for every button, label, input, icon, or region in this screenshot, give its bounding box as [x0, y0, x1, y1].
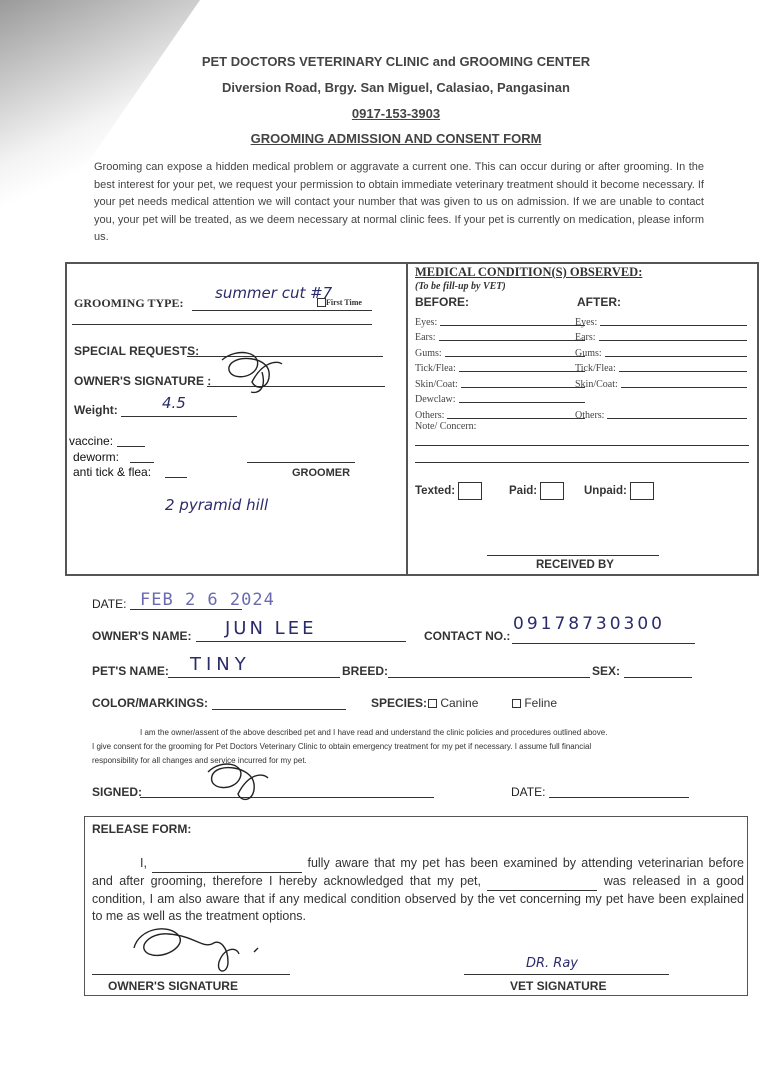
before-label: Ears:: [415, 332, 436, 343]
after-row[interactable]: [575, 328, 747, 344]
before-line[interactable]: [447, 418, 585, 419]
canine-label: Canine: [440, 696, 479, 710]
before-label: Tick/Flea:: [415, 363, 456, 374]
before-row[interactable]: [415, 390, 585, 406]
before-fields: [415, 312, 585, 421]
grooming-type-label: GROOMING TYPE:: [74, 296, 184, 310]
vaccine-line[interactable]: [117, 446, 145, 447]
owner-signature-scribble: [207, 342, 307, 398]
first-time-label: First Time: [326, 298, 362, 307]
color-label: COLOR/MARKINGS:: [92, 696, 208, 710]
before-line[interactable]: [459, 371, 585, 372]
paid-label: Paid:: [509, 485, 538, 498]
before-label: Eyes:: [415, 316, 438, 328]
owner-name-label: OWNER'S NAME:: [92, 629, 192, 643]
anti-tick-line[interactable]: [165, 477, 187, 478]
consent-text: [92, 726, 704, 768]
deworm-label: deworm:: [73, 450, 120, 464]
after-line[interactable]: [621, 387, 747, 388]
after-line[interactable]: [599, 340, 747, 341]
clinic-name: PET DOCTORS VETERINARY CLINIC and GROOMING CENTER: [201, 54, 591, 69]
release-part-2: fully aware that my pet has been examined by attending veterinarian before and after grooming, therefore I hereby acknowledged that my pet,: [92, 856, 744, 888]
pet-name-line[interactable]: [168, 677, 340, 678]
after-label: Tick/Flea:: [575, 363, 616, 374]
after-line[interactable]: [605, 356, 747, 357]
before-line[interactable]: [445, 356, 585, 357]
signed-date-label: DATE:: [511, 785, 546, 799]
clinic-phone: 0917-153-3903: [351, 106, 441, 121]
after-row[interactable]: [575, 359, 747, 375]
species-label: SPECIES:: [371, 696, 428, 710]
handwritten-note: 2 pyramid hill: [165, 496, 269, 514]
release-paragraph: [92, 855, 744, 925]
signed-line[interactable]: [140, 797, 434, 798]
deworm-line[interactable]: [130, 462, 154, 463]
before-label: BEFORE:: [415, 295, 469, 309]
feline-checkbox[interactable]: [512, 699, 521, 708]
grooming-type-value: summer cut #7: [215, 284, 333, 302]
feline-label: Feline: [524, 696, 558, 710]
before-label: Gums:: [415, 347, 442, 359]
groomer-label: GROOMER: [292, 467, 351, 479]
first-time-checkbox[interactable]: [317, 298, 362, 307]
texted-box[interactable]: [458, 482, 482, 500]
before-row[interactable]: [415, 328, 585, 344]
after-row[interactable]: [575, 312, 747, 328]
signed-label: SIGNED:: [92, 785, 143, 799]
after-row[interactable]: [575, 374, 747, 390]
release-name-blank[interactable]: [152, 855, 302, 873]
release-part-3: was released in a good condition, I am also aware that if any medical condition observed by the vet concerning my pet have been explained to me as well as the treatment options.: [92, 874, 744, 923]
weight-label: Weight:: [74, 403, 118, 417]
grooming-medical-box: [65, 262, 759, 576]
after-label: Ears:: [575, 332, 596, 343]
medical-title: MEDICAL CONDITION(S) OBSERVED:: [415, 265, 643, 279]
medical-subtitle: (To be fill-up by VET): [415, 281, 506, 292]
consent-line-1: I am the owner/assent of the above described pet and I have read and understand the clinic policies and procedures outlined above.: [140, 728, 608, 737]
after-row[interactable]: [575, 405, 747, 421]
after-label: Others:: [575, 409, 605, 421]
after-label: AFTER:: [577, 295, 621, 309]
clinic-address: Diversion Road, Brgy. San Miguel, Calasiao, Pangasinan: [222, 80, 570, 95]
release-title: RELEASE FORM:: [92, 822, 192, 836]
owner-signature-label: OWNER'S SIGNATURE :: [74, 374, 212, 388]
grooming-extra-line: [72, 324, 372, 325]
release-part-1: I,: [140, 856, 147, 870]
received-by-label: RECEIVED BY: [536, 559, 614, 571]
texted-field[interactable]: [415, 482, 482, 500]
vet-sig-line[interactable]: [464, 974, 669, 975]
color-line[interactable]: [212, 709, 346, 710]
release-pet-blank[interactable]: [487, 873, 597, 891]
unpaid-field[interactable]: [584, 482, 654, 500]
canine-checkbox[interactable]: [428, 699, 437, 708]
canine-option[interactable]: [428, 696, 478, 710]
before-line[interactable]: [439, 340, 585, 341]
form-title: GROOMING ADMISSION AND CONSENT FORM: [250, 131, 542, 146]
after-fields: [575, 312, 747, 421]
sex-line[interactable]: [624, 677, 692, 678]
vaccine-label: vaccine:: [69, 434, 114, 448]
note-line-1[interactable]: [415, 445, 749, 446]
special-requests-label: SPECIAL REQUESTS:: [74, 344, 200, 358]
consent-line-3: responsibility for all changes and service incurred for my pet.: [92, 756, 307, 765]
after-line[interactable]: [619, 371, 747, 372]
unpaid-box[interactable]: [630, 482, 654, 500]
contact-label: CONTACT NO.:: [424, 629, 511, 643]
release-owner-sig-line[interactable]: [92, 974, 290, 975]
before-label: Dewclaw:: [415, 394, 456, 405]
weight-value: 4.5: [162, 394, 186, 412]
after-label: Gums:: [575, 347, 602, 359]
paid-box[interactable]: [540, 482, 564, 500]
release-owner-signature-scribble: [124, 918, 274, 978]
breed-line[interactable]: [388, 677, 590, 678]
release-owner-sig-label: OWNER'S SIGNATURE: [108, 979, 238, 993]
unpaid-label: Unpaid:: [584, 485, 627, 498]
note-concern-label: Note/ Concern:: [415, 421, 477, 432]
after-label: Skin/Coat:: [575, 378, 618, 390]
before-row[interactable]: [415, 312, 585, 328]
after-row[interactable]: [575, 343, 747, 359]
weight-line[interactable]: [121, 416, 237, 417]
sex-label: SEX:: [592, 664, 621, 678]
grooming-type-line[interactable]: [192, 310, 372, 311]
before-line[interactable]: [459, 402, 585, 403]
signed-date-line[interactable]: [549, 797, 689, 798]
before-row[interactable]: [415, 343, 585, 359]
before-row[interactable]: [415, 405, 585, 421]
before-row[interactable]: [415, 359, 585, 375]
before-label: Others:: [415, 409, 445, 421]
signed-scribble: [190, 752, 280, 808]
contact-value: 09178730300: [513, 614, 665, 634]
groomer-line[interactable]: [247, 462, 355, 463]
feline-option[interactable]: [512, 696, 557, 710]
pet-name-label: PET'S NAME:: [92, 664, 169, 678]
before-line[interactable]: [461, 387, 585, 388]
date-stamp: FEB 2 6 2024: [140, 590, 275, 610]
box-divider: [406, 264, 408, 574]
vet-signature-value: DR. Ray: [526, 956, 578, 971]
vet-sig-label: VET SIGNATURE: [510, 979, 607, 993]
intro-paragraph: Grooming can expose a hidden medical problem or aggravate a current one. This can occur during or after grooming. In the best interest for your pet, we request your permission to obtain immediate veterinary treatment should it become necessary. If your pet needs medical attention we will contact your number that was given to us on admission. If we are unable to contact you, your pet will be treated, as we deem necessary at normal clinic fees. If your pet is currently on medication, please inform us.: [94, 161, 704, 244]
consent-line-2: I give consent for the grooming for Pet Doctors Veterinary Clinic to obtain emergency treatment for my pet if necessary. I assume full financial: [92, 742, 592, 751]
before-line[interactable]: [440, 325, 585, 326]
after-line[interactable]: [600, 325, 747, 326]
after-label: Eyes:: [575, 316, 598, 328]
breed-label: BREED:: [342, 664, 389, 678]
date-label: DATE:: [92, 597, 127, 611]
texted-label: Texted:: [415, 485, 456, 498]
anti-tick-label: anti tick & flea:: [73, 465, 152, 479]
after-line[interactable]: [607, 418, 747, 419]
paid-field[interactable]: [509, 482, 564, 500]
contact-line[interactable]: [512, 643, 695, 644]
note-line-2[interactable]: [415, 462, 749, 463]
owner-name-value: JUN LEE: [225, 618, 317, 639]
first-time-box[interactable]: [317, 298, 326, 307]
before-label: Skin/Coat:: [415, 378, 458, 390]
owner-name-line[interactable]: [196, 641, 406, 642]
received-by-line[interactable]: [487, 555, 659, 556]
pet-name-value: TINY: [190, 654, 251, 675]
before-row[interactable]: [415, 374, 585, 390]
